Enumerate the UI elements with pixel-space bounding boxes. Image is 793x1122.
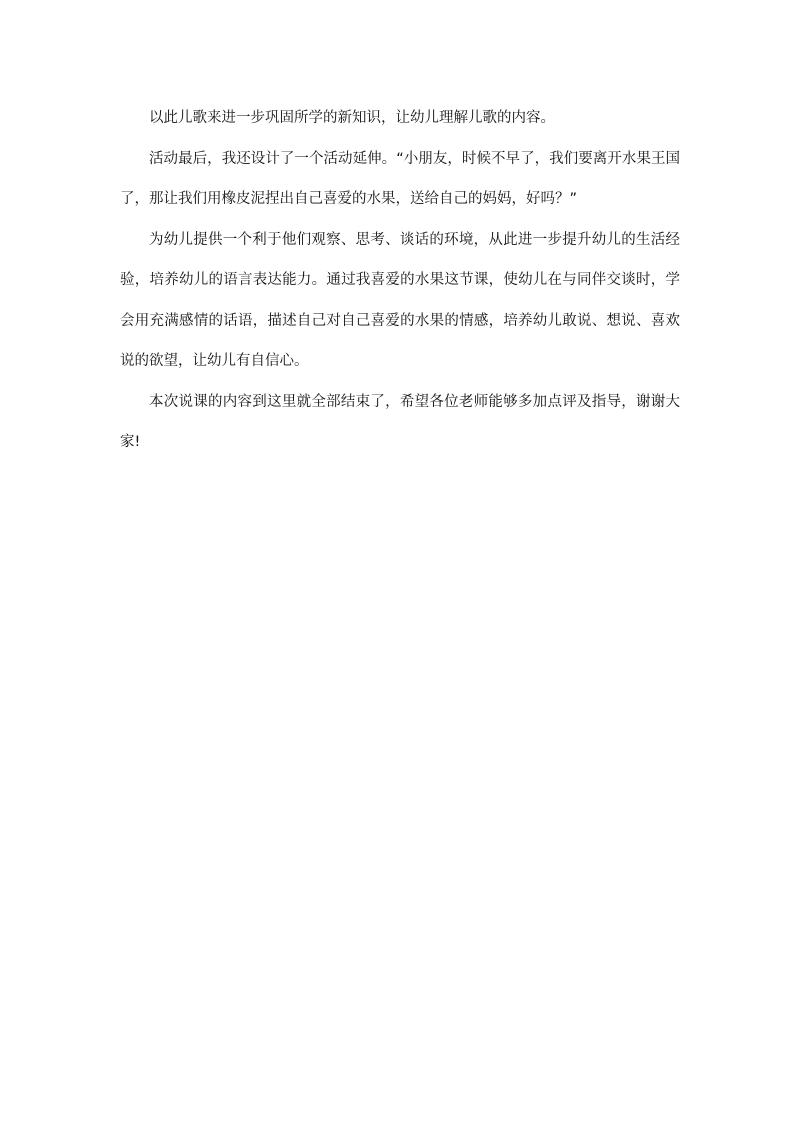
paragraph-rhyme-review: 以此儿歌来进一步巩固所学的新知识，让幼儿理解儿歌的内容。 — [149, 110, 555, 126]
document-body — [120, 98, 680, 463]
paragraph-learning-environment: 为幼儿提供一个利于他们观察、思考、谈话的环境，从此进一步提升幼儿的生活经验，培养幼儿的语言表达能力。通过我喜爱的水果这节课，使幼儿在与同伴交谈时，学会用充满感情的话语，描述自己对自己喜爱的水果的情感，培养幼儿敢说、想说、喜欢说的欲望，让幼儿有自信心。 — [120, 231, 680, 369]
paragraph-activity-extension: 活动最后，我还设计了一个活动延伸。“小朋友，时候不早了，我们要离开水果王国了，那让我们用橡皮泥捏出自己喜爱的水果，送给自己的妈妈，好吗？” — [120, 150, 680, 207]
paragraph-closing-remarks: 本次说课的内容到这里就全部结束了，希望各位老师能够多加点评及指导，谢谢大家! — [120, 393, 680, 450]
